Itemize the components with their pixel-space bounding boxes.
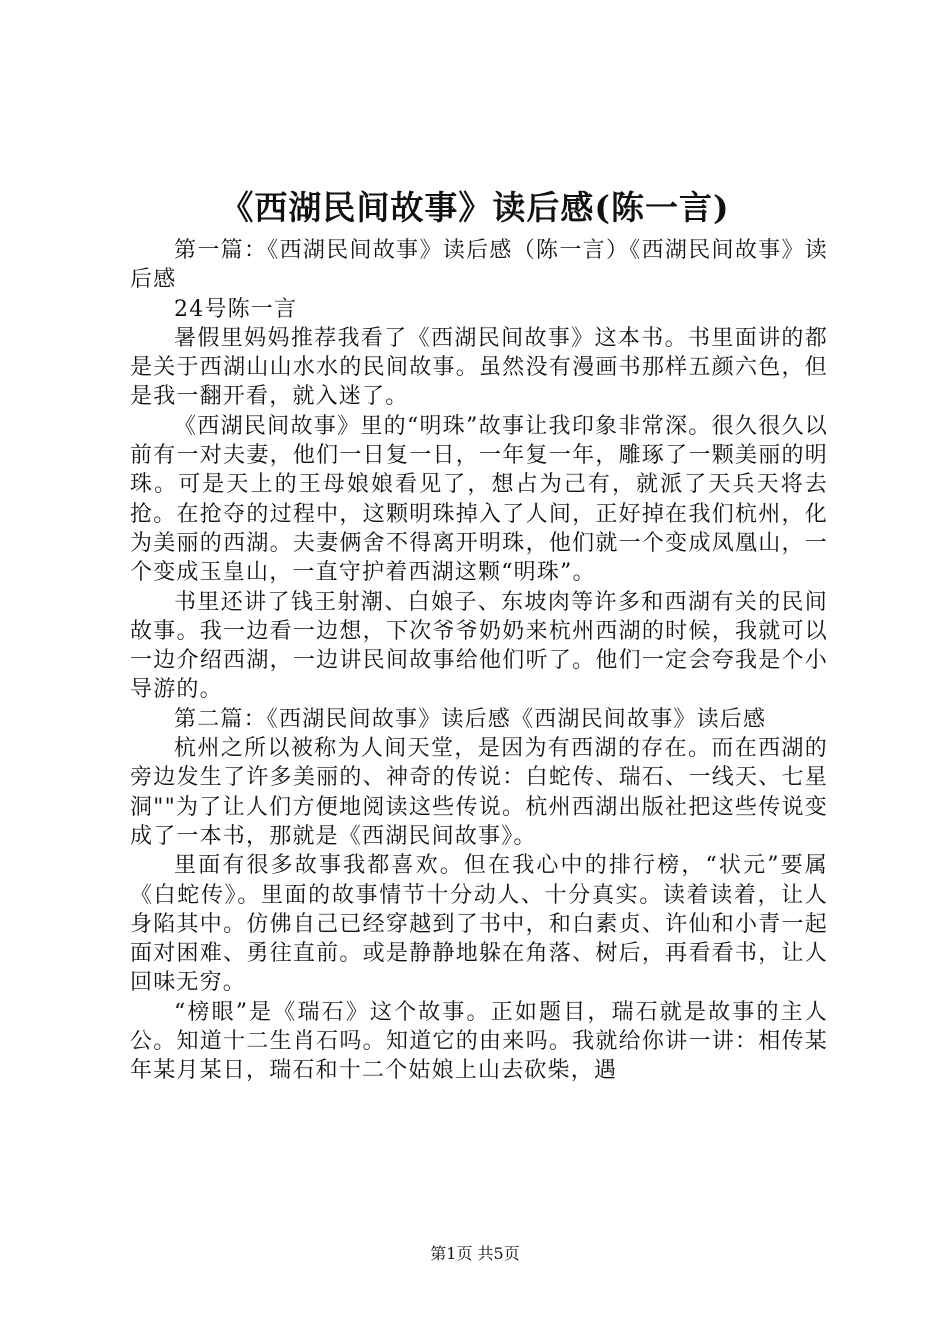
- paragraph-2: 24号陈一言: [174, 296, 298, 322]
- paragraph-7: 杭州之所以被称为人间天堂，是因为有西湖的存在。而在西湖的旁边发生了许多美丽的、神奇的传说：白蛇传、瑞石、一线天、七星洞""为了让人们方便地阅读这些传说。杭州西湖出版社把这些传说变成了一本书，那就是《西湖民间故事》。: [130, 736, 828, 849]
- paragraph-1: 第一篇：《西湖民间故事》读后感（陈一言）《西湖民间故事》读后感: [130, 238, 828, 293]
- paragraph-3: 暑假里妈妈推荐我看了《西湖民间故事》这本书。书里面讲的都是关于西湖山山水水的民间故事。虽然没有漫画书那样五颜六色，但是我一翻开看，就入迷了。: [130, 325, 828, 410]
- document-body: [130, 236, 828, 1086]
- paragraph-6: 第二篇：《西湖民间故事》读后感《西湖民间故事》读后感: [174, 706, 767, 732]
- document-title: 《西湖民间故事》读后感(陈一言): [220, 188, 730, 227]
- page-number-footer: 第1页 共5页: [430, 1244, 520, 1263]
- paragraph-9: “榜眼”是《瑞石》这个故事。正如题目，瑞石就是故事的主人公。知道十二生肖石吗。知道它的由来吗。我就给你讲一讲：相传某年某月某日，瑞石和十二个姑娘上山去砍柴，遇: [130, 999, 828, 1084]
- paragraph-8: 里面有很多故事我都喜欢。但在我心中的排行榜，“状元”要属《白蛇传》。里面的故事情节十分动人、十分真实。读着读着，让人身陷其中。仿佛自己已经穿越到了书中，和白素贞、许仙和小青一起面对困难、勇往直前。或是静静地躲在角落、树后，再看看书，让人回味无穷。: [130, 853, 828, 996]
- paragraph-4: 《西湖民间故事》里的“明珠”故事让我印象非常深。很久很久以前有一对夫妻，他们一日复一日，一年复一年，雕琢了一颗美丽的明珠。可是天上的王母娘娘看见了，想占为己有，就派了天兵天将去抢。在抢夺的过程中，这颗明珠掉入了人间，正好掉在我们杭州，化为美丽的西湖。夫妻俩舍不得离开明珠，他们就一个变成凤凰山，一个变成玉皇山，一直守护着西湖这颗“明珠”。: [130, 413, 828, 586]
- paragraph-5: 书里还讲了钱王射潮、白娘子、东坡肉等许多和西湖有关的民间故事。我一边看一边想，下次爷爷奶奶来杭州西湖的时候，我就可以一边介绍西湖，一边讲民间故事给他们听了。他们一定会夸我是个小导游的。: [130, 589, 828, 703]
